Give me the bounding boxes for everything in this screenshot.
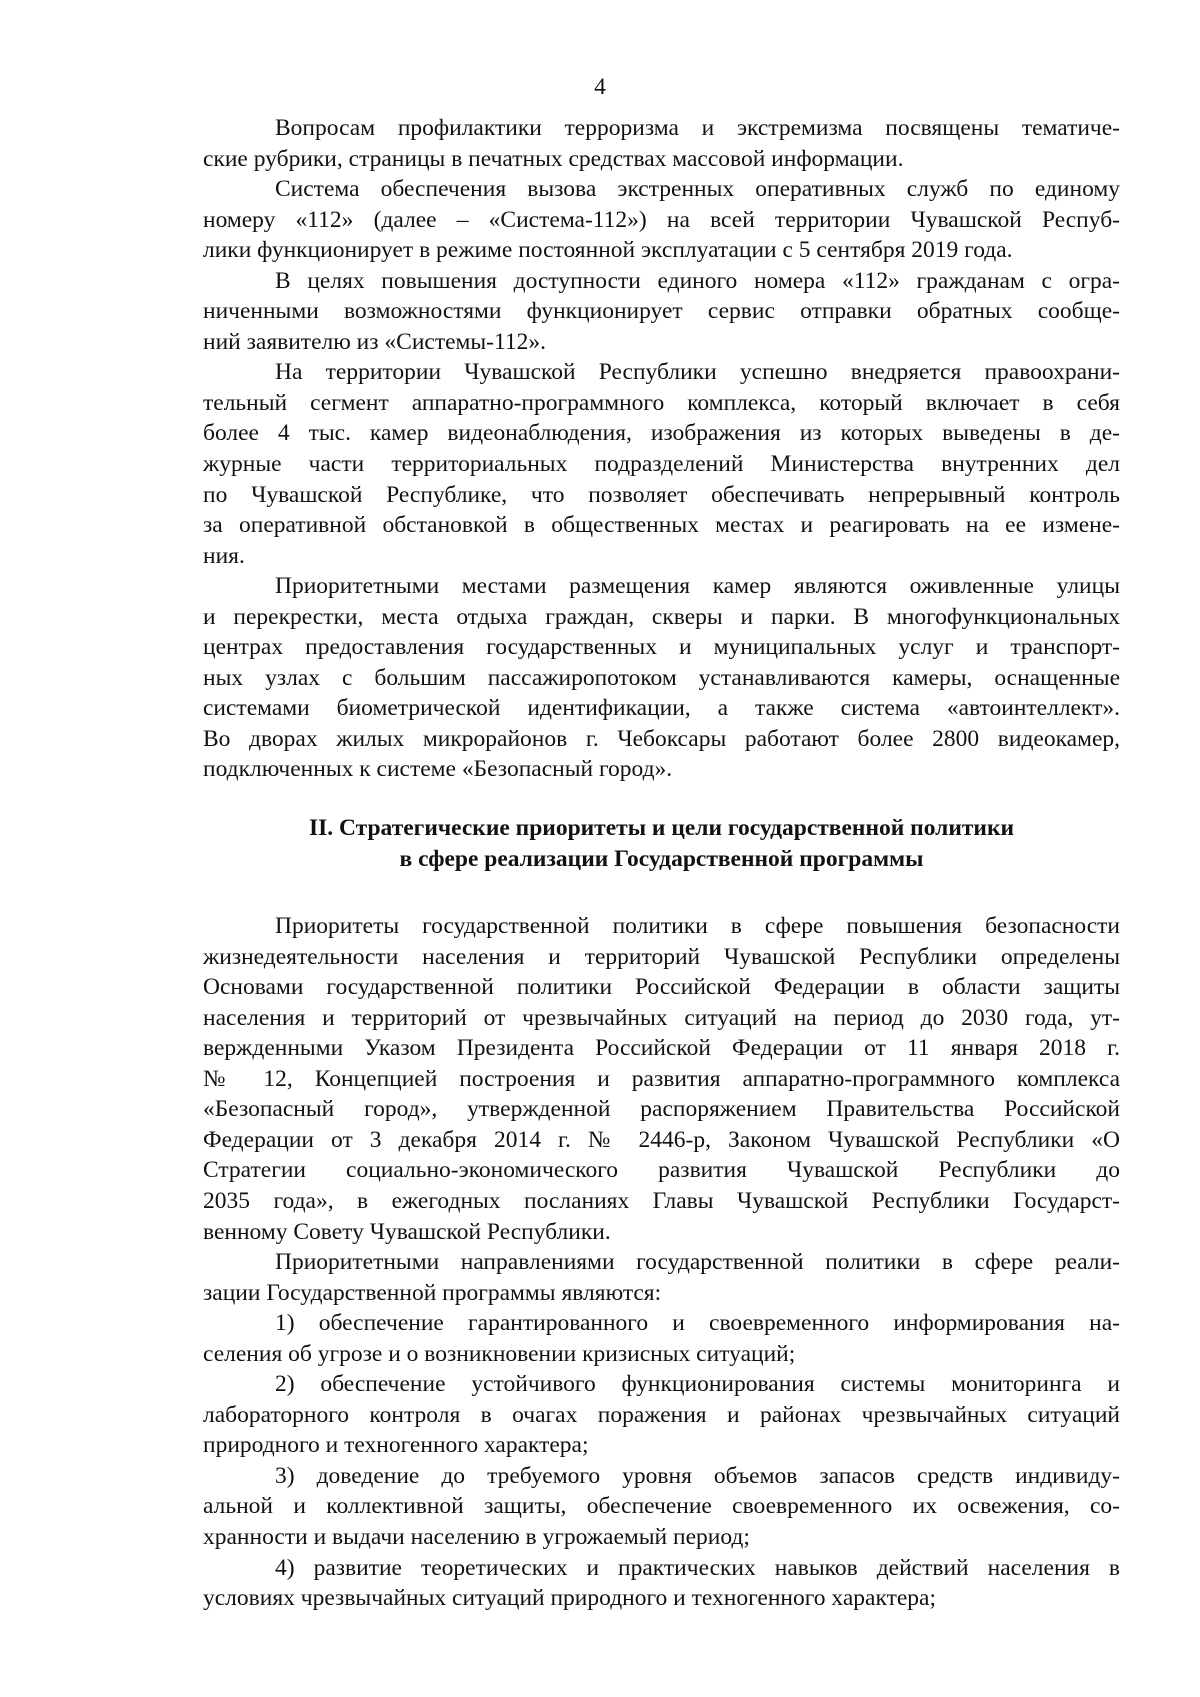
paragraph-line: системами биометрической идентификации, а также система «автоинтеллект». (203, 695, 1120, 722)
paragraph-line: более 4 тыс. камер видеонаблюдения, изображения из которых выведены в де- (203, 420, 1120, 447)
paragraph-line: подключенных к системе «Безопасный город». (203, 756, 673, 783)
paragraphs-bottom (203, 911, 1120, 1614)
paragraph-line: На территории Чувашской Республики успешно внедряется правоохрани- (275, 359, 1120, 386)
paragraph-line: 4) развитие теоретических и практических навыков действий населения в (275, 1554, 1120, 1581)
paragraph-line: за оперативной обстановкой в общественных местах и реагировать на ее измене- (203, 512, 1120, 539)
paragraph-line: хранности и выдачи населению в угрожаемый период; (203, 1523, 750, 1550)
paragraph-line: Приоритеты государственной политики в сфере повышения безопасности (275, 913, 1120, 940)
page-number: 4 (594, 74, 606, 100)
paragraph-line: по Чувашской Республике, что позволяет обеспечивать непрерывный контроль (203, 481, 1120, 508)
paragraph-line: ниченными возможностями функционирует сервис отправки обратных сообще- (203, 298, 1120, 325)
paragraph-line: 2) обеспечение устойчивого функционирования системы мониторинга и (275, 1371, 1120, 1398)
document-body (203, 113, 1120, 1614)
paragraphs-top (203, 113, 1120, 785)
paragraph-line: и перекрестки, места отдыха граждан, скверы и парки. В многофункциональных (203, 603, 1120, 630)
paragraph-line: центрах предоставления государственных и муниципальных услуг и транспорт- (203, 634, 1120, 661)
paragraph-line: Федерации от 3 декабря 2014 г. № 2446-р, Законом Чувашской Республики «О (203, 1126, 1120, 1153)
paragraph-line: 3) доведение до требуемого уровня объемов запасов средств индивиду- (275, 1462, 1120, 1489)
paragraph (203, 357, 1120, 571)
paragraph-line: «Безопасный город», утвержденной распоряжением Правительства Российской (203, 1096, 1120, 1123)
paragraph-line: вержденными Указом Президента Российской Федерации от 11 января 2018 г. (203, 1035, 1120, 1062)
paragraph-line: Стратегии социально-экономического развития Чувашской Республики до (203, 1157, 1120, 1184)
paragraph (203, 1247, 1120, 1308)
paragraph-line: журные части территориальных подразделений Министерства внутренних дел (203, 451, 1120, 478)
paragraph-line: зации Государственной программы являются: (203, 1279, 662, 1306)
section-heading-line-1: II. Стратегические приоритеты и цели государственной политики (308, 815, 1015, 842)
paragraph-line: жизнедеятельности населения и территорий Чувашской Республики определены (203, 943, 1120, 970)
paragraph-line: населения и территорий от чрезвычайных ситуаций на период до 2030 года, ут- (203, 1004, 1120, 1031)
paragraph-line: номеру «112» (далее – «Система-112») на всей территории Чувашской Респуб- (203, 206, 1120, 233)
paragraph-line: 1) обеспечение гарантированного и своевременного информирования на- (275, 1310, 1120, 1337)
paragraph-line: 2035 года», в ежегодных посланиях Главы Чувашской Республики Государст- (203, 1187, 1120, 1214)
section-heading (203, 813, 1120, 875)
paragraph-line: Система обеспечения вызова экстренных оперативных служб по единому (275, 176, 1120, 203)
paragraph-line: Приоритетными направлениями государственной политики в сфере реали- (275, 1249, 1120, 1276)
paragraph-line: венному Совету Чувашской Республики. (203, 1218, 611, 1245)
paragraph-line: Приоритетными местами размещения камер являются оживленные улицы (275, 573, 1120, 600)
paragraph-line: Основами государственной политики Российской Федерации в области защиты (203, 974, 1120, 1001)
paragraph (203, 174, 1120, 266)
paragraph-line: ных узлах с большим пассажиропотоком устанавливаются камеры, оснащенные (203, 664, 1120, 691)
paragraph (203, 1553, 1120, 1614)
paragraph (203, 1369, 1120, 1461)
paragraph (203, 1461, 1120, 1553)
paragraph (203, 113, 1120, 174)
paragraph (203, 1308, 1120, 1369)
paragraph-line: № 12, Концепцией построения и развития аппаратно-программного комплекса (203, 1065, 1120, 1092)
paragraph-line: условиях чрезвычайных ситуаций природного и техногенного характера; (203, 1585, 936, 1612)
paragraph-line: селения об угрозе и о возникновении кризисных ситуаций; (203, 1340, 796, 1367)
paragraph-line: тельный сегмент аппаратно-программного комплекса, который включает в себя (203, 389, 1120, 416)
paragraph-line: лики функционирует в режиме постоянной эксплуатации с 5 сентября 2019 года. (203, 237, 1013, 264)
heading-gap (203, 875, 1120, 911)
paragraph-line: Во дворах жилых микрорайонов г. Чебоксары работают более 2800 видеокамер, (203, 725, 1120, 752)
paragraph-line: альной и коллективной защиты, обеспечение своевременного их освежения, со- (203, 1493, 1120, 1520)
paragraph (203, 571, 1120, 785)
paragraph-line: ний заявителю из «Системы-112». (203, 328, 547, 355)
paragraph (203, 266, 1120, 358)
paragraph (203, 911, 1120, 1247)
paragraph-line: ские рубрики, страницы в печатных средствах массовой информации. (203, 145, 904, 172)
paragraph-line: В целях повышения доступности единого номера «112» гражданам с огра- (275, 267, 1120, 294)
paragraph-line: природного и техногенного характера; (203, 1432, 589, 1459)
section-heading-line-2: в сфере реализации Государственной программы (399, 846, 924, 873)
paragraph-line: Вопросам профилактики терроризма и экстремизма посвящены тематиче- (275, 115, 1120, 141)
paragraph-line: ния. (203, 542, 245, 569)
paragraph-line: лабораторного контроля в очагах поражения и районах чрезвычайных ситуаций (203, 1401, 1120, 1428)
